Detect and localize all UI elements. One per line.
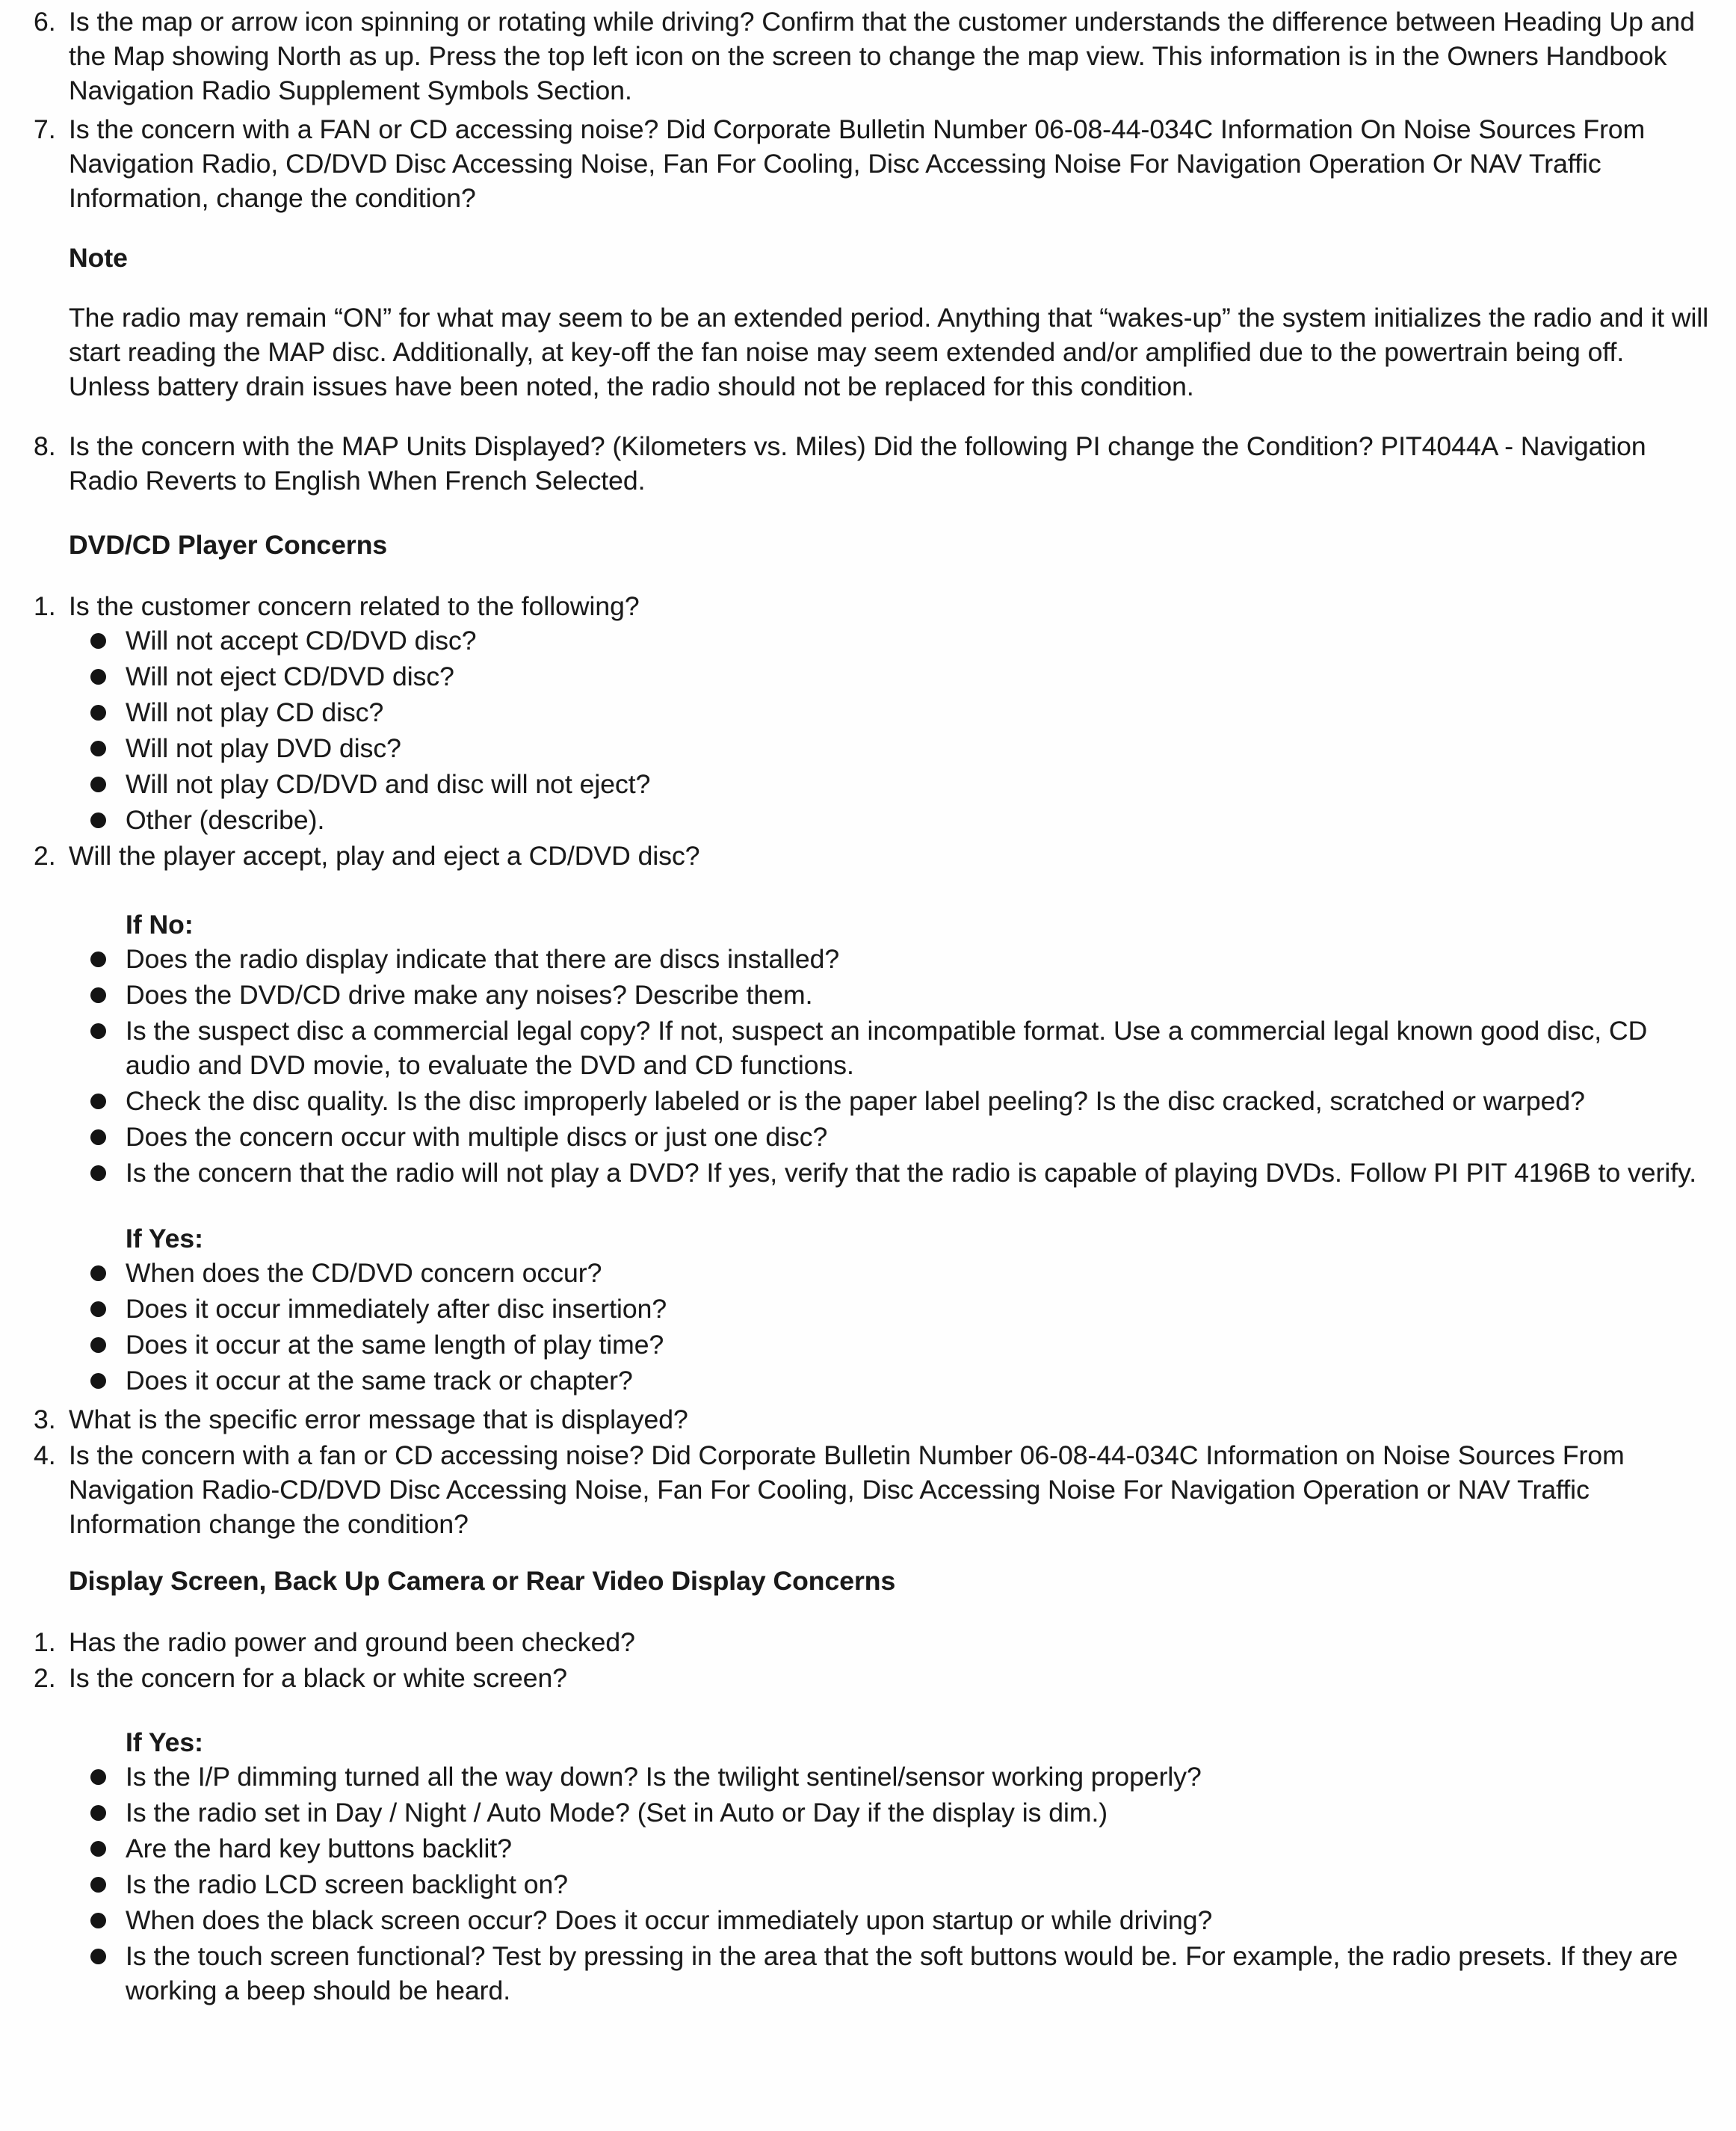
bullet-text: Does the radio display indicate that there are discs installed? <box>126 944 840 974</box>
subheading-if-yes-display: If Yes: <box>126 1727 203 1757</box>
item-number: 6. <box>34 7 56 37</box>
bullet-icon <box>90 1301 106 1317</box>
section-heading-display-screen: Display Screen, Back Up Camera or Rear Video Display Concerns <box>69 1566 896 1596</box>
bullet-text: Is the I/P dimming turned all the way down? Is the twilight sentinel/sensor working properly? <box>126 1762 1202 1792</box>
bullet-item <box>0 1795 1709 1830</box>
bullet-item <box>0 623 1709 658</box>
bullet-icon <box>90 1805 106 1821</box>
bullet-icon <box>90 1373 106 1389</box>
bullet-item <box>0 1120 1709 1154</box>
note-label: Note <box>69 243 128 273</box>
bullet-icon <box>90 1265 106 1281</box>
numbered-item-2-display <box>0 1661 1709 1695</box>
item-number: 1. <box>34 1627 56 1657</box>
bullet-icon <box>90 1337 106 1353</box>
display-if-yes-bullet-list <box>0 1760 1709 2008</box>
item-text: Is the map or arrow icon spinning or rotating while driving? Confirm that the customer understands the difference between Heading Up and the Map showing North as up. Press the top left icon on the screen to change the map view. This information is in the Owners Handbook Navigation Radio Supplement Symbols Section. <box>69 7 1695 105</box>
bullet-icon <box>90 777 106 792</box>
if-yes-bullet-list <box>0 1256 1709 1398</box>
bullet-text: Does it occur at the same track or chapter? <box>126 1366 633 1396</box>
item-text: Has the radio power and ground been checked? <box>69 1627 635 1657</box>
bullet-item <box>0 1760 1709 1794</box>
item-number: 3. <box>34 1404 56 1434</box>
numbered-item-8 <box>0 429 1709 498</box>
item-number: 4. <box>34 1440 56 1470</box>
bullet-text: When does the black screen occur? Does it occur immediately upon startup or while driving? <box>126 1905 1213 1935</box>
bullet-icon <box>90 705 106 721</box>
bullet-text: Will not accept CD/DVD disc? <box>126 626 477 656</box>
bullet-item <box>0 1363 1709 1398</box>
bullet-item <box>0 695 1709 730</box>
bullet-text: Does it occur at the same length of play time? <box>126 1330 664 1360</box>
bullet-item <box>0 1292 1709 1326</box>
bullet-text: Will not play CD disc? <box>126 697 384 727</box>
bullet-text: Will not play CD/DVD and disc will not eject? <box>126 769 651 799</box>
bullet-text: Does it occur immediately after disc insertion? <box>126 1294 667 1324</box>
bullet-text: Other (describe). <box>126 805 325 835</box>
bullet-item <box>0 942 1709 976</box>
bullet-icon <box>90 1949 106 1964</box>
item-text: Is the customer concern related to the following? <box>69 591 640 621</box>
bullet-icon <box>90 1094 106 1109</box>
bullet-icon <box>90 987 106 1003</box>
bullet-item <box>0 1014 1709 1082</box>
bullet-text: Will not play DVD disc? <box>126 733 401 763</box>
numbered-item-2 <box>0 839 1709 873</box>
bullet-item <box>0 1831 1709 1866</box>
bullet-text: Will not eject CD/DVD disc? <box>126 661 454 691</box>
bullet-icon <box>90 952 106 967</box>
numbered-item-4 <box>0 1438 1709 1541</box>
item-text: What is the specific error message that is displayed? <box>69 1404 688 1434</box>
item-text: Is the concern for a black or white screen? <box>69 1663 567 1693</box>
if-no-bullet-list <box>0 942 1709 1190</box>
bullet-item <box>0 1903 1709 1937</box>
bullet-item <box>0 1256 1709 1290</box>
section-heading-dvd-cd-player-concerns: DVD/CD Player Concerns <box>69 530 388 560</box>
bullet-text: Is the suspect disc a commercial legal copy? If not, suspect an incompatible format. Use a commercial legal known good disc, CD audio and DVD movie, to evaluate the DVD and CD functions. <box>126 1016 1648 1080</box>
item-number: 2. <box>34 1663 56 1693</box>
concern-options-list <box>0 623 1709 837</box>
bullet-item <box>0 1156 1709 1190</box>
item-text: Is the concern with the MAP Units Displayed? (Kilometers vs. Miles) Did the following PI change the Condition? PIT4044A - Navigation Radio Reverts to English When French Selected. <box>69 431 1646 496</box>
bullet-icon <box>90 1129 106 1145</box>
item-text: Is the concern with a FAN or CD accessing noise? Did Corporate Bulletin Number 06-08-44-034C Information On Noise Sources From Navigation Radio, CD/DVD Disc Accessing Noise, Fan For Cooling, Disc Accessing Noise For Navigation Operation Or NAV Traffic Information, change the condition? <box>69 114 1646 213</box>
bullet-icon <box>90 1841 106 1857</box>
bullet-icon <box>90 669 106 685</box>
bullet-item <box>0 767 1709 801</box>
bullet-icon <box>90 633 106 649</box>
bullet-text: Does the concern occur with multiple discs or just one disc? <box>126 1122 828 1152</box>
item-number: 2. <box>34 841 56 871</box>
bullet-item <box>0 803 1709 837</box>
item-number: 1. <box>34 591 56 621</box>
item-number: 8. <box>34 431 56 461</box>
bullet-item <box>0 1084 1709 1118</box>
bullet-item <box>0 978 1709 1012</box>
bullet-icon <box>90 1165 106 1181</box>
item-text: Will the player accept, play and eject a CD/DVD disc? <box>69 841 700 871</box>
numbered-item-1 <box>0 589 1709 623</box>
bullet-icon <box>90 1913 106 1928</box>
subheading-if-no: If No: <box>126 910 194 940</box>
item-text: Is the concern with a fan or CD accessing noise? Did Corporate Bulletin Number 06-08-44-034C Information on Noise Sources From Navigation Radio-CD/DVD Disc Accessing Noise, Fan For Cooling, Disc Accessing Noise For Navigation Operation or NAV Traffic Information change the condition? <box>69 1440 1625 1539</box>
item-number: 7. <box>34 114 56 144</box>
numbered-item-7 <box>0 112 1709 215</box>
bullet-text: When does the CD/DVD concern occur? <box>126 1258 602 1288</box>
bullet-text: Are the hard key buttons backlit? <box>126 1834 513 1863</box>
numbered-item-1-display <box>0 1625 1709 1659</box>
bullet-item <box>0 1327 1709 1362</box>
bullet-item <box>0 1939 1709 2008</box>
bullet-text: Is the radio LCD screen backlight on? <box>126 1869 568 1899</box>
bullet-icon <box>90 1769 106 1785</box>
bullet-icon <box>90 812 106 828</box>
bullet-text: Is the concern that the radio will not play a DVD? If yes, verify that the radio is capable of playing DVDs. Follow PI PIT 4196B to verify. <box>126 1158 1697 1188</box>
bullet-icon <box>90 1877 106 1893</box>
bullet-text: Check the disc quality. Is the disc improperly labeled or is the paper label peeling? Is the disc cracked, scratched or warped? <box>126 1086 1585 1116</box>
bullet-text: Does the DVD/CD drive make any noises? Describe them. <box>126 980 813 1010</box>
bullet-icon <box>90 741 106 756</box>
bullet-item <box>0 659 1709 694</box>
note-paragraph: The radio may remain “ON” for what may seem to be an extended period. Anything that “wakes-up” the system initializes the radio and it will start reading the MAP disc. Additionally, at key-off the fan noise may seem extended and/or amplified due to the powertrain being off. Unless battery drain issues have been noted, the radio should not be replaced for this condition. <box>69 303 1709 401</box>
bullet-item <box>0 731 1709 765</box>
bullet-icon <box>90 1023 106 1039</box>
numbered-item-3 <box>0 1402 1709 1437</box>
bullet-text: Is the touch screen functional? Test by pressing in the area that the soft buttons would be. For example, the radio presets. If they are working a beep should be heard. <box>126 1941 1678 2005</box>
numbered-item-6 <box>0 4 1709 108</box>
bullet-item <box>0 1867 1709 1902</box>
bullet-text: Is the radio set in Day / Night / Auto Mode? (Set in Auto or Day if the display is dim.) <box>126 1798 1108 1828</box>
subheading-if-yes: If Yes: <box>126 1224 203 1253</box>
